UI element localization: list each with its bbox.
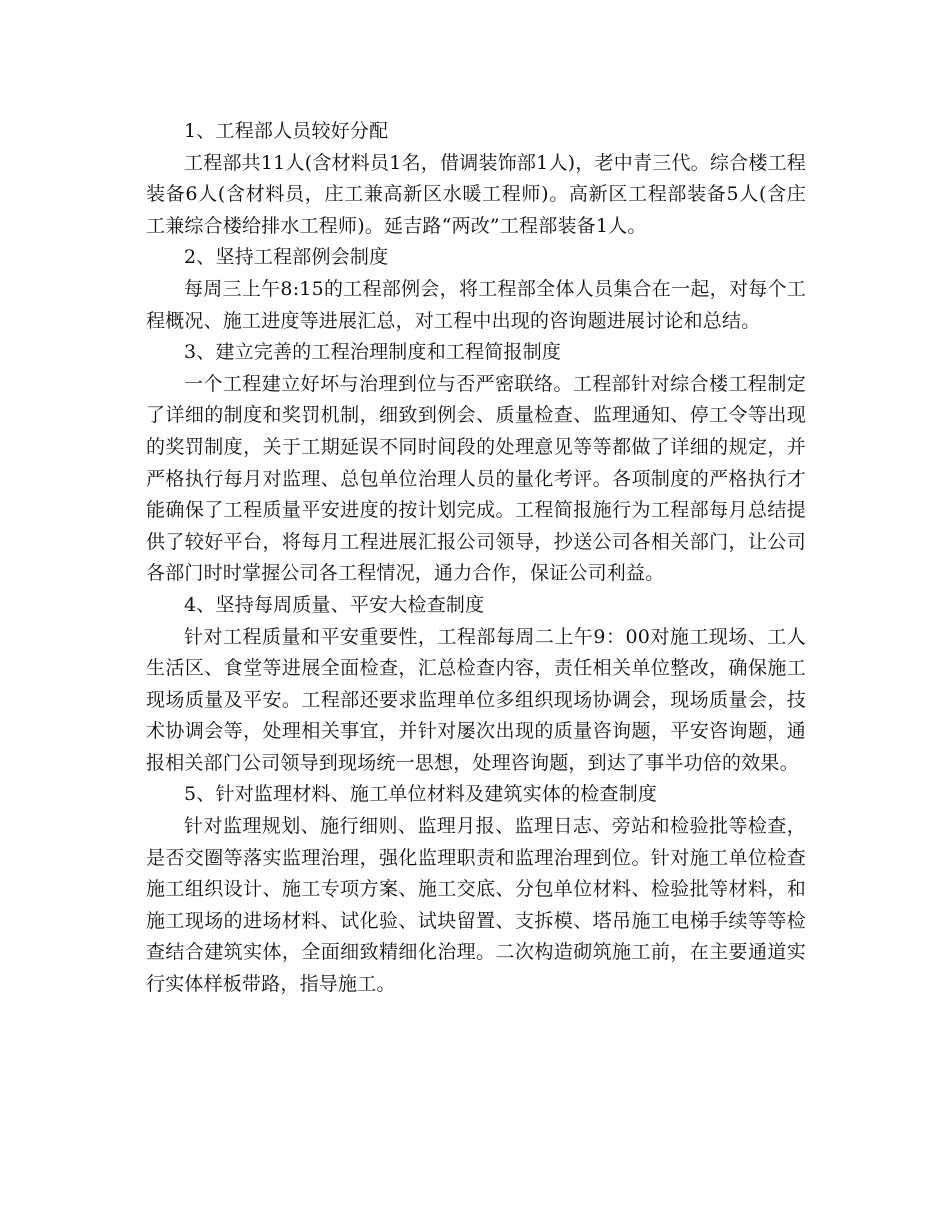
section-paragraph: 工程部共11人(含材料员1名，借调装饰部1人)，老中青三代。综合楼工程装备6人(含材料员，庄工兼高新区水暖工程师)。高新区工程部装备5人(含庄工兼综合楼给排水工程师)。延吉路“两改”工程部装备1人。 — [146, 151, 806, 237]
document-body — [146, 116, 806, 1001]
section-heading: 2、坚持工程部例会制度 — [184, 246, 389, 269]
section-paragraph: 每周三上午8:15的工程部例会，将工程部全体人员集合在一起，对每个工程概况、施工进度等进展汇总，对工程中出现的咨询题进展讨论和总结。 — [146, 277, 806, 332]
section-heading: 5、针对监理材料、施工单位材料及建筑实体的检查制度 — [184, 783, 658, 806]
section-heading: 4、坚持每周质量、平安大检查制度 — [184, 593, 485, 616]
section-paragraph: 一个工程建立好坏与治理到位与否严密联络。工程部针对综合楼工程制定了详细的制度和奖罚机制，细致到例会、质量检查、监理通知、停工令等出现的奖罚制度，关于工期延误不同时间段的处理意见等等都做了详细的规定，并严格执行每月对监理、总包单位治理人员的量化考评。各项制度的严格执行才能确保了工程质量平安进度的按计划完成。工程简报施行为工程部每月总结提供了较好平台，将每月工程进展汇报公司领导，抄送公司各相关部门，让公司各部门时时掌握公司各工程情况，通力合作，保证公司利益。 — [146, 372, 806, 585]
section-heading: 3、建立完善的工程治理制度和工程简报制度 — [184, 341, 562, 364]
section-heading: 1、工程部人员较好分配 — [184, 120, 389, 142]
section-paragraph: 针对监理规划、施行细则、监理月报、监理日志、旁站和检验批等检查，是否交圈等落实监理治理，强化监理职责和监理治理到位。针对施工单位检查施工组织设计、施工专项方案、施工交底、分包单位材料、检验批等材料，和施工现场的进场材料、试化验、试块留置、支拆模、塔吊施工电梯手续等等检查结合建筑实体，全面细致精细化治理。二次构造砌筑施工前，在主要通道实行实体样板带路，指导施工。 — [146, 815, 806, 996]
section-paragraph: 针对工程质量和平安重要性，工程部每周二上午9：00对施工现场、工人生活区、食堂等进展全面检查，汇总检查内容，责任相关单位整改，确保施工现场质量及平安。工程部还要求监理单位多组织现场协调会，现场质量会，技术协调会等，处理相关事宜，并针对屡次出现的质量咨询题，平安咨询题，通报相关部门公司领导到现场统一思想，处理咨询题，到达了事半功倍的效果。 — [146, 625, 806, 774]
